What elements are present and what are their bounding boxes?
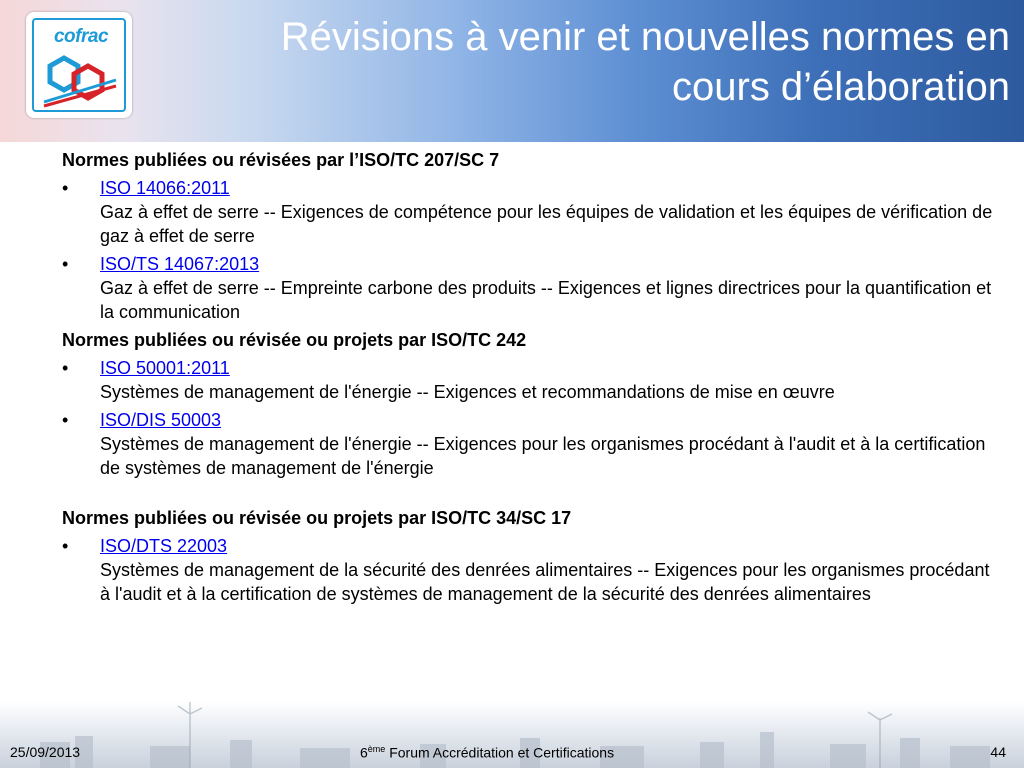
footer-page-number: 44 xyxy=(990,744,1006,760)
cofrac-logo xyxy=(26,12,132,118)
section-heading-tc207: Normes publiées ou révisées par l’ISO/TC 207/SC 7 xyxy=(62,150,500,170)
standard-link-iso-dts-22003[interactable]: ISO/DTS 22003 xyxy=(100,536,228,556)
standard-description: Gaz à effet de serre -- Empreinte carbone des produits -- Exigences et lignes directrices pour la quantification et la communication xyxy=(100,278,992,322)
footer-date: 25/09/2013 xyxy=(10,744,81,760)
logo-text: cofrac xyxy=(53,26,109,47)
footer-event-name: Forum Accréditation et Certifications xyxy=(385,744,615,761)
list-item xyxy=(62,252,1002,324)
bullet: • xyxy=(62,536,69,556)
standard-link-iso-ts-14067[interactable]: ISO/TS 14067:2013 xyxy=(100,254,260,274)
list-item xyxy=(62,356,1002,404)
section-heading-tc242: Normes publiées ou révisée ou projets par ISO/TC 242 xyxy=(62,330,527,350)
bullet: • xyxy=(62,358,69,378)
slide-content xyxy=(62,148,1002,606)
section-heading-tc34: Normes publiées ou révisée ou projets par ISO/TC 34/SC 17 xyxy=(62,508,572,528)
standard-link-iso-50001[interactable]: ISO 50001:2011 xyxy=(100,358,230,378)
standard-link-iso-dis-50003[interactable]: ISO/DIS 50003 xyxy=(100,410,222,430)
list-item xyxy=(62,534,1002,606)
standard-description: Gaz à effet de serre -- Exigences de compétence pour les équipes de validation et les équipes de vérification de gaz à effet de serre xyxy=(100,202,993,246)
bullet: • xyxy=(62,410,69,430)
list-item xyxy=(62,176,1002,248)
list-item xyxy=(62,408,1002,480)
logo-hexagon-icon xyxy=(42,52,118,108)
footer-event xyxy=(360,744,614,761)
standard-description: Systèmes de management de l'énergie -- Exigences pour les organismes procédant à l'audit et à la certification de systèmes de management de l'énergie xyxy=(100,434,986,478)
bullet: • xyxy=(62,178,69,198)
standard-link-iso-14066[interactable]: ISO 14066:2011 xyxy=(100,178,230,198)
standard-description: Systèmes de management de l'énergie -- Exigences et recommandations de mise en œuvre xyxy=(100,382,835,402)
footer-ordinal: 6 xyxy=(360,744,368,761)
standard-description: Systèmes de management de la sécurité des denrées alimentaires -- Exigences pour les organismes procédant à l'audit et à la certification de systèmes de management de la sécurité des denrées alimentaires xyxy=(100,560,990,604)
footer-ordinal-suffix: ème xyxy=(367,744,386,754)
slide-header xyxy=(0,0,1024,142)
logo-frame xyxy=(32,18,126,112)
bullet: • xyxy=(62,254,69,274)
slide-title: Révisions à venir et nouvelles normes en cours d’élaboration xyxy=(280,15,1010,109)
